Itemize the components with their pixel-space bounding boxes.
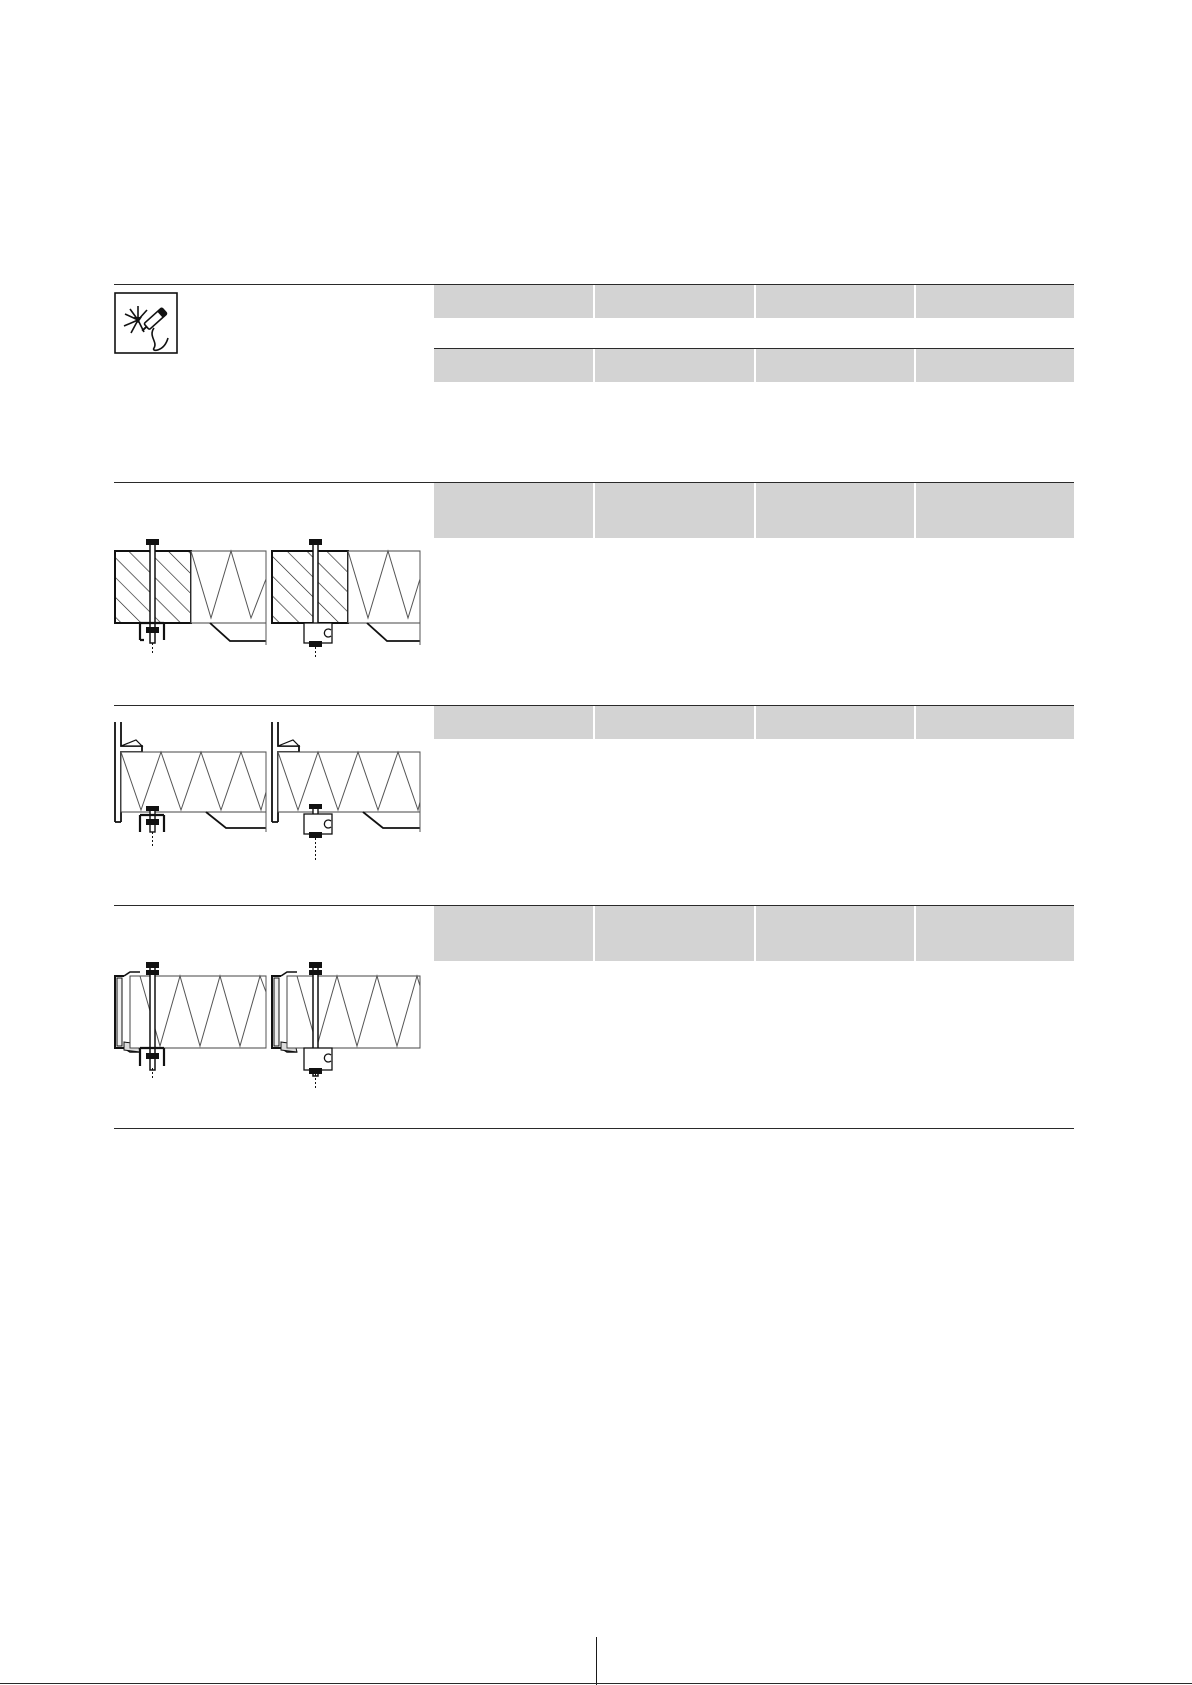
angle-connection-detail-drawing — [112, 722, 424, 864]
header-cell-r2-c1 — [434, 349, 593, 382]
header-cell-r5-c3 — [756, 906, 914, 961]
header-cell-r1-c2 — [595, 285, 754, 318]
header-cell-r5-c2 — [595, 906, 754, 961]
header-cell-r4-c3 — [756, 706, 914, 739]
table-bottom-rule — [114, 1128, 1074, 1129]
channel-connection-detail-drawing — [112, 962, 424, 1090]
header-cell-r4-c2 — [595, 706, 754, 739]
header-cell-r1-c1 — [434, 285, 593, 318]
header-cell-r4-c4 — [916, 706, 1074, 739]
block-wall-detail-drawing — [112, 535, 424, 665]
header-cell-r2-c4 — [916, 349, 1074, 382]
header-cell-r4-c1 — [434, 706, 593, 739]
header-cell-r5-c1 — [434, 906, 593, 961]
header-cell-r2-c2 — [595, 349, 754, 382]
footer-center-divider — [596, 1637, 597, 1685]
header-cell-r3-c4 — [916, 483, 1074, 538]
header-cell-r3-c1 — [434, 483, 593, 538]
welding-torch-icon — [114, 292, 178, 354]
header-cell-r5-c4 — [916, 906, 1074, 961]
header-cell-r1-c3 — [756, 285, 914, 318]
header-cell-r2-c3 — [756, 349, 914, 382]
header-cell-r3-c2 — [595, 483, 754, 538]
header-cell-r3-c3 — [756, 483, 914, 538]
footer-rule — [0, 1683, 1192, 1684]
header-cell-r1-c4 — [916, 285, 1074, 318]
